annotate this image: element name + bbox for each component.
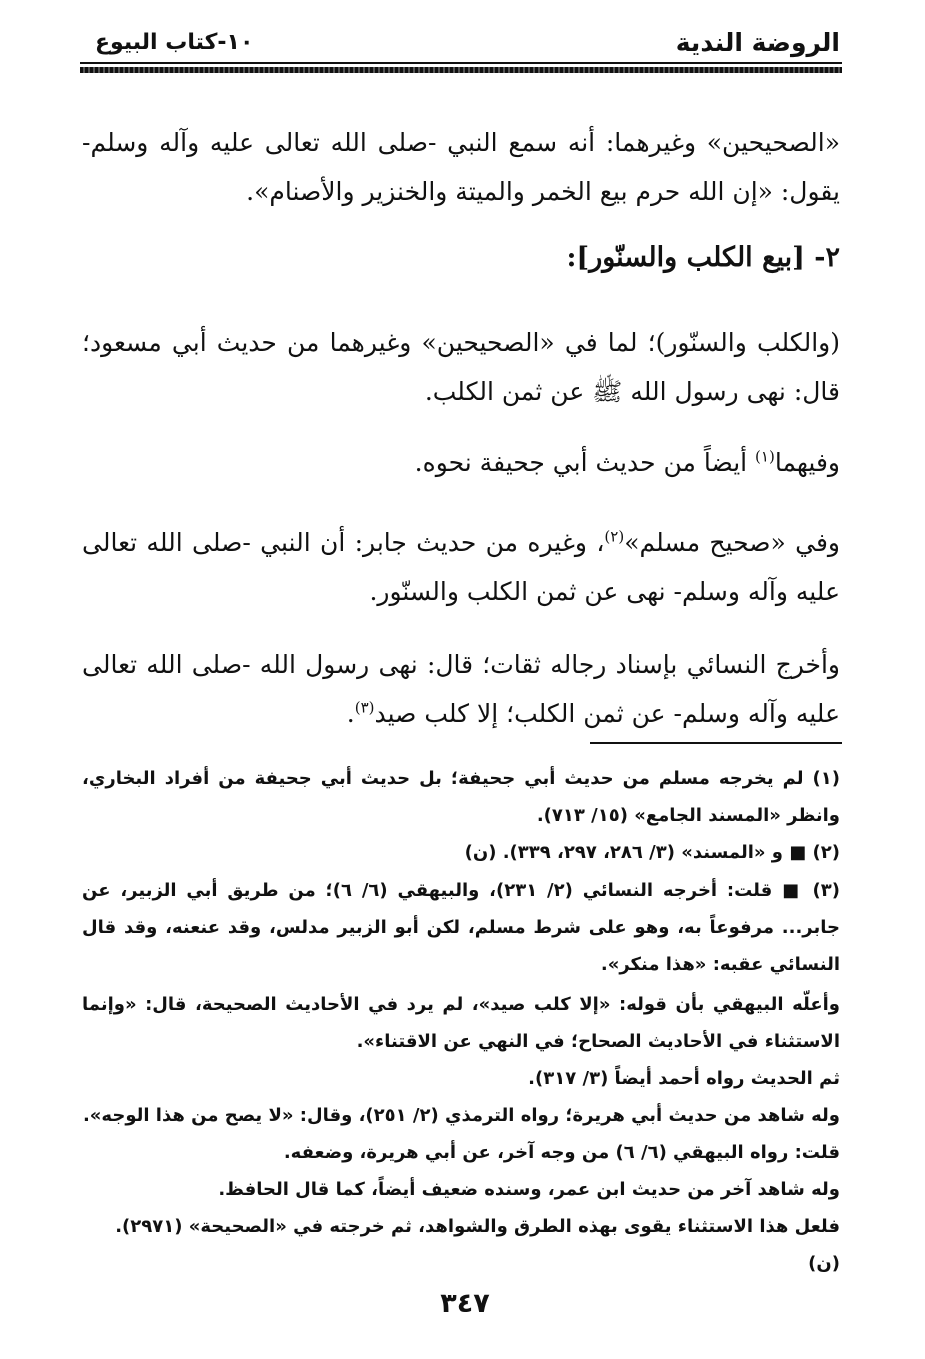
header-rule-thin	[80, 62, 842, 64]
footnote-ref-3[interactable]: (٣)	[354, 698, 375, 717]
footnote-3-line-f: وله شاهد آخر من حديث ابن عمر، وسنده ضعيف أيضاً، كما قال الحافظ.	[218, 1179, 840, 1200]
section-heading: ٢- [بيع الكلب والسنّور]:	[566, 242, 840, 273]
footnote-3-line-g: فلعل هذا الاستثناء يقوى بهذه الطرق والشواهد، ثم خرجته في «الصحيحة» (٢٩٧١). (ن)	[115, 1216, 840, 1274]
paragraph-4-text-a: وفي «صحيح مسلم»	[624, 528, 840, 557]
footnote-3-continuation: وأعلّه البيهقي بأن قوله: «إلا كلب صيد»، لم يرد في الأحاديث الصحيحة، قال: «وإنما الاستثناء في الأحاديث الصحاح؛ في النهي عن الاقتناء».	[82, 994, 840, 1052]
chapter-title: ١٠-كتاب البيوع	[95, 30, 254, 55]
footnote-2: (٢) ■ و «المسند» (٣/ ٢٨٦، ٢٩٧، ٣٣٩). (ن)	[464, 842, 840, 863]
page-number: ٣٤٧	[440, 1288, 490, 1319]
footnote-ref-2[interactable]: (٢)	[604, 527, 625, 546]
paragraph-3-text-a: وفيهما	[774, 448, 840, 477]
paragraph-3-text-b: أيضاً من حديث أبي جحيفة نحوه.	[414, 448, 756, 477]
paragraph-5	[82, 640, 840, 738]
footnote-divider	[590, 742, 842, 744]
paragraph-4	[82, 518, 840, 616]
paragraph-3	[82, 438, 840, 487]
header-rule-thick	[80, 67, 842, 73]
footnote-ref-1[interactable]: (١)	[755, 447, 775, 466]
paragraph-5-text-b: .	[346, 699, 355, 728]
paragraph-4-text-b: ، وغيره من حديث جابر: أن النبي -صلى الله تعالى عليه وآله وسلم- نهى عن ثمن الكلب والسنّور.	[82, 528, 840, 606]
paragraph-1: «الصحيحين» وغيرهما: أنه سمع النبي -صلى الله تعالى عليه وآله وسلم- يقول: «إن الله حرم بيع الخمر والميتة والخنزير والأصنام».	[82, 128, 840, 206]
footnote-1: (١) لم يخرجه مسلم من حديث أبي جحيفة؛ بل حديث أبي جحيفة من أفراد البخاري، وانظر «المسند الجامع» (١٥/ ٧١٣).	[82, 768, 840, 826]
footnote-3-line-c: ثم الحديث رواه أحمد أيضاً (٣/ ٣١٧).	[528, 1068, 840, 1089]
running-title: الروضة الندية	[675, 28, 840, 57]
paragraph-2: (والكلب والسنّور)؛ لما في «الصحيحين» وغيرهما من حديث أبي مسعود؛ قال: نهى رسول الله ﷺ عن ثمن الكلب.	[82, 328, 840, 406]
footnote-3-line-d: وله شاهد من حديث أبي هريرة؛ رواه الترمذي (٢/ ٢٥١)، وقال: «لا يصح من هذا الوجه».	[82, 1105, 840, 1126]
footnote-3-line-e: قلت: رواه البيهقي (٦/ ٦) من وجه آخر، عن أبي هريرة، وضعفه.	[283, 1142, 840, 1163]
paragraph-5-text-a: وأخرج النسائي بإسناد رجاله ثقات؛ قال: نهى رسول الله -صلى الله تعالى عليه وآله وسلم- عن ثمن الكلب؛ إلا كلب صيد	[82, 650, 840, 728]
footnote-3: (٣) ■ قلت: أخرجه النسائي (٢/ ٢٣١)، والبيهقي (٦/ ٦)؛ من طريق أبي الزبير، عن جابر... مرفوعاً به، وهو على شرط مسلم، لكن أبو الزبير مدلس، وقد عنعنه، وقد قال النسائي عقبه: «هذا منكر».	[82, 880, 841, 975]
